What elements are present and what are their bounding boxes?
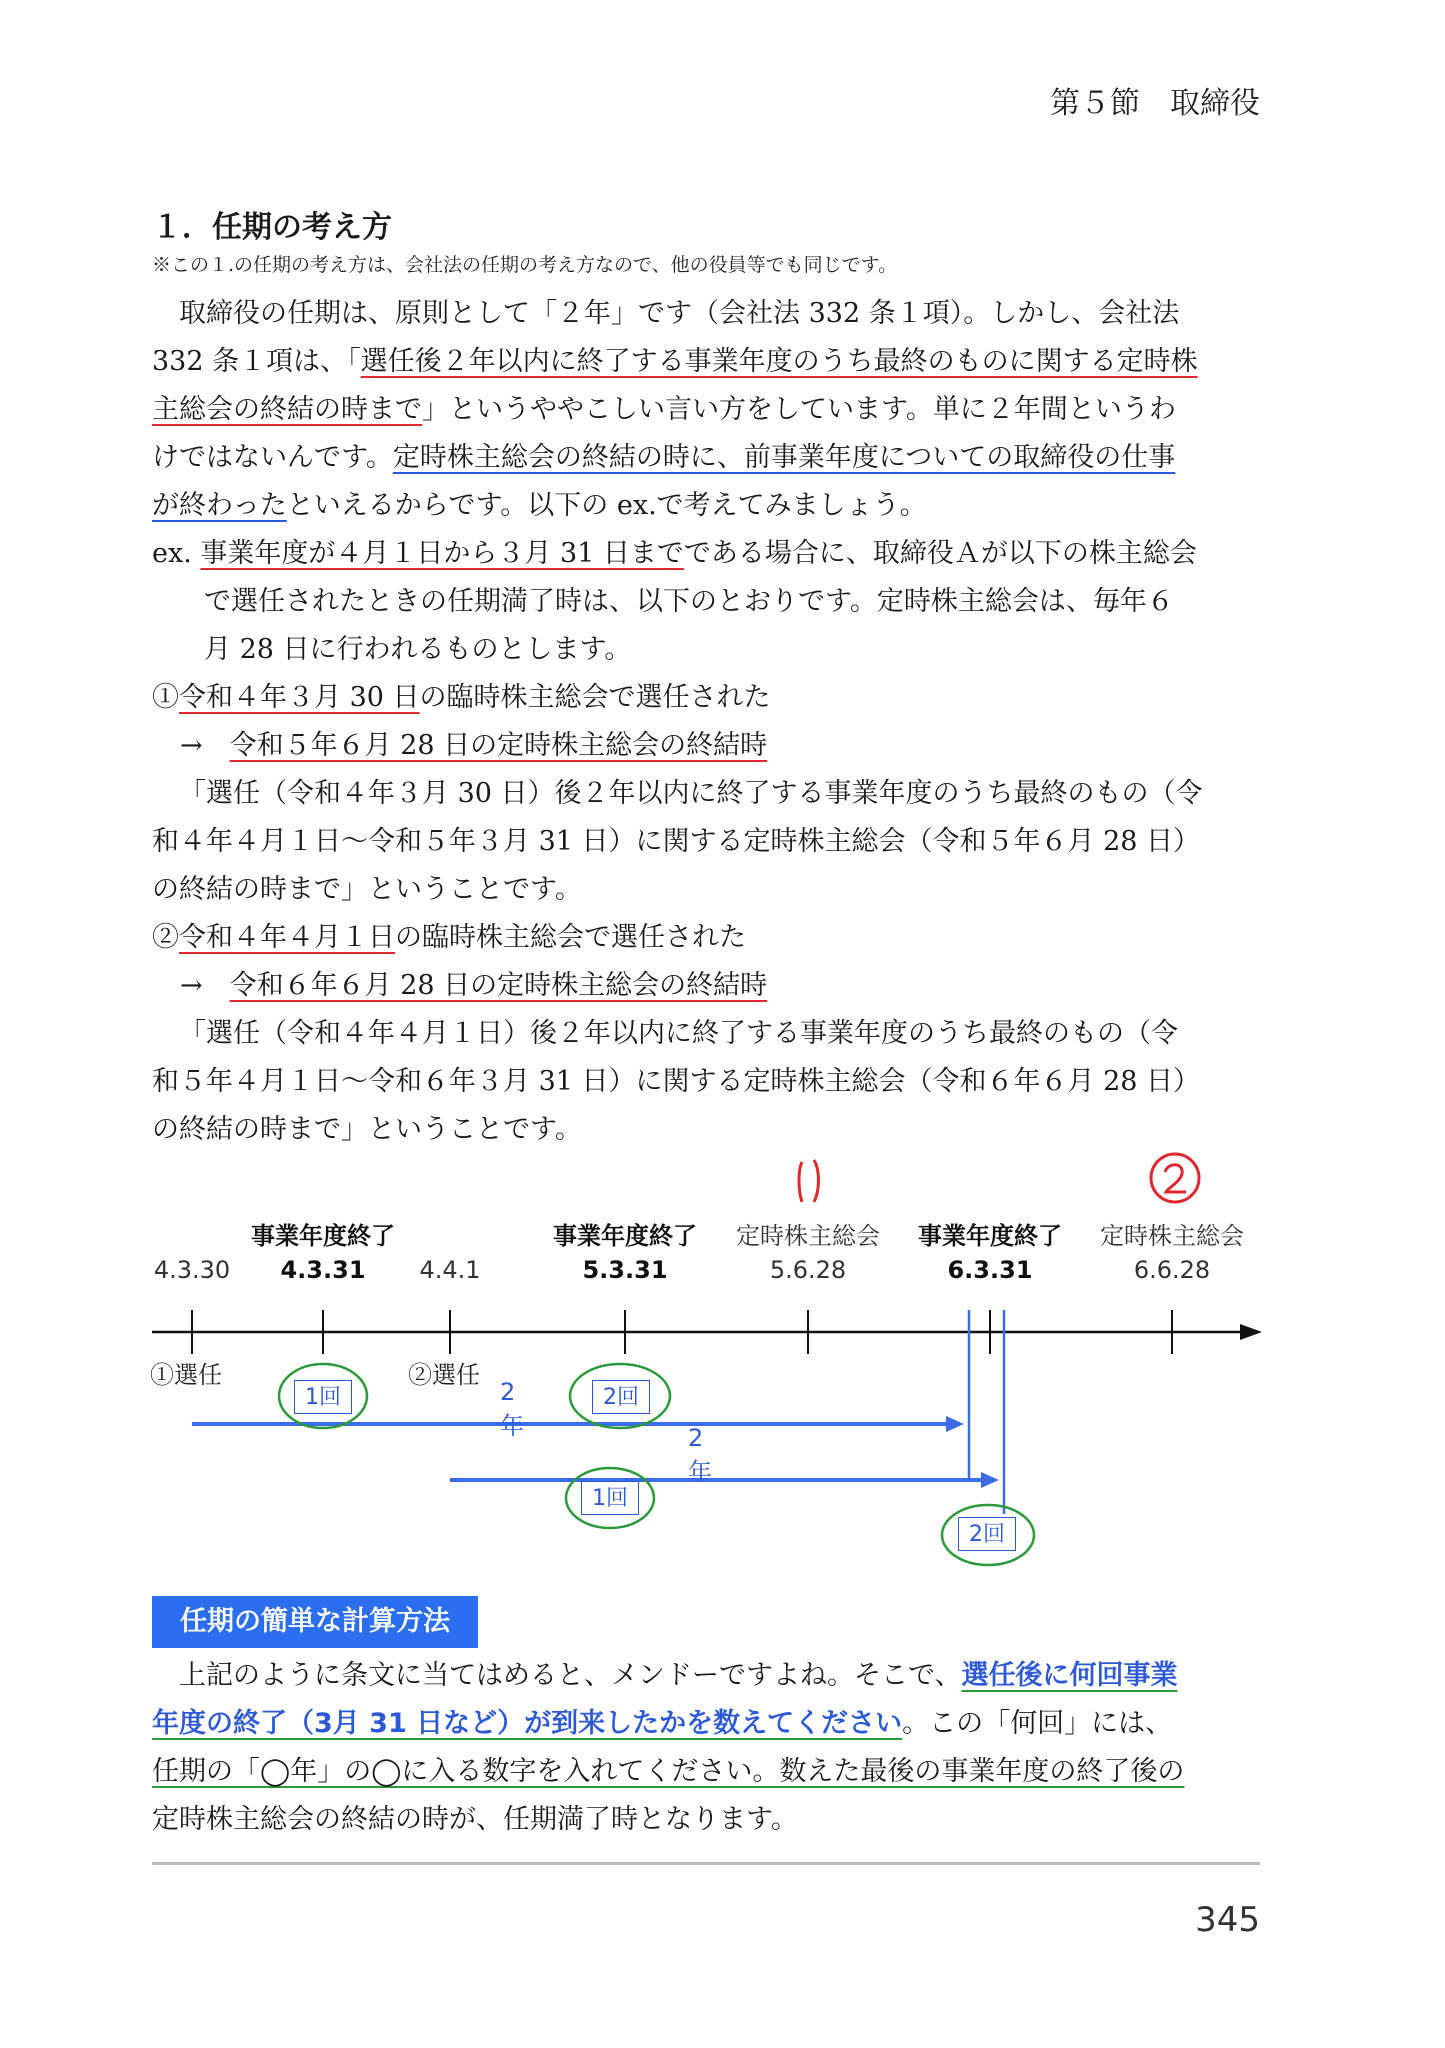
handwritten-two-icon — [1140, 1148, 1210, 1210]
case-2-explain-2: 和５年４月１日～令和６年３月 31 日）に関する定時株主総会（令和６年６月 28 日） — [152, 1066, 1201, 1097]
highlight-red: 令和６年６月 28 日の定時株主総会の終結時 — [229, 970, 768, 1001]
date-label: 4.3.31 — [280, 1256, 366, 1284]
ex-text: である場合に、取締役Ａが以下の株主総会 — [683, 538, 1197, 569]
example-line-3: 月 28 日に行われるものとします。 — [204, 634, 632, 665]
case-2-result — [152, 962, 1262, 1010]
case-1-explain-3: の終結の時まで」ということです。 — [152, 874, 582, 905]
fiscal-end-count: 2回 — [592, 1380, 650, 1414]
selection-label-2: ②選任 — [408, 1361, 480, 1389]
simple-line-3 — [152, 1748, 1262, 1796]
case-1-explain-1: 「選任（令和４年３月 30 日）後２年以内に終了する事業年度のうち最終のもの（令 — [179, 778, 1203, 809]
footer-divider — [152, 1862, 1260, 1865]
case-1-head — [152, 674, 1262, 722]
case-1-marker: ① — [152, 682, 179, 713]
fiscal-end-label: 事業年度終了 — [918, 1222, 1062, 1250]
simple-text: 上記のように条文に当てはめると、メンドーですよね。そこで、 — [179, 1660, 962, 1691]
highlight-blue: が終わった — [152, 490, 287, 521]
highlight-red: 令和４年３月 30 日 — [179, 682, 420, 713]
intro-text: けではないんです。 — [152, 442, 393, 473]
case-1-text: の臨時株主総会で選任された — [419, 682, 771, 713]
date-label: 6.3.31 — [947, 1256, 1033, 1284]
hand-label-2 — [140, 1150, 141, 1151]
case-1 — [152, 674, 1262, 914]
term-years-label: 2年 — [688, 1424, 712, 1486]
highlight-red: 令和４年４月１日 — [179, 922, 395, 953]
highlight-blue-bold: 選任後に何回事業 — [961, 1660, 1178, 1691]
date-label: 4.4.1 — [419, 1256, 481, 1284]
highlight-red: 事業年度が４月１日から３月 31 日まで — [200, 538, 684, 569]
agm-label: 定時株主総会 — [1100, 1222, 1244, 1250]
highlight-red: 選任後２年以内に終了する事業年度のうち最終のものに関する定時株 — [360, 346, 1198, 377]
fiscal-end-count: 2回 — [958, 1517, 1016, 1551]
note-text: ※この１.の任期の考え方は、会社法の任期の考え方なので、他の役員等でも同じです。 — [152, 254, 898, 276]
case-1-result — [152, 722, 1262, 770]
handwritten-one-icon — [780, 1150, 840, 1210]
count-circle — [938, 1500, 1038, 1570]
page-number: 345 — [1195, 1900, 1260, 1940]
highlight-blue-bold: 年度の終了（3月 31 日など）が到来したかを数えてください — [152, 1708, 903, 1739]
fiscal-end-label: 事業年度終了 — [251, 1222, 395, 1250]
fiscal-end-count: 1回 — [581, 1481, 639, 1515]
chapter-header: 第５節 取締役 — [1050, 86, 1260, 121]
intro-text: 」というややこしい言い方をしています。単に２年間というわ — [422, 394, 1176, 425]
case-2-text: の臨時株主総会で選任された — [395, 922, 746, 953]
date-label: 6.6.28 — [1133, 1256, 1211, 1284]
section-note — [152, 250, 897, 277]
intro-line-5 — [152, 482, 1262, 530]
fiscal-end-label: 事業年度終了 — [553, 1222, 697, 1250]
simple-method-paragraph — [152, 1652, 1262, 1844]
highlight-blue: 定時株主総会の終結の時に、前事業年度についての取締役の仕事 — [392, 442, 1176, 473]
date-label: 5.6.28 — [769, 1256, 847, 1284]
simple-line-4: 定時株主総会の終結の時が、任期満了時となります。 — [152, 1804, 798, 1835]
selection-label-1: ①選任 — [150, 1361, 222, 1389]
case-2-head — [152, 914, 1262, 962]
example-paragraph — [152, 530, 1262, 674]
case-2 — [152, 914, 1262, 1154]
example-line-2: で選任されたときの任期満了時は、以下のとおりです。定時株主総会は、毎年６ — [204, 586, 1174, 617]
intro-text: 332 条１項は、「 — [152, 346, 361, 377]
intro-line-4 — [152, 434, 1262, 482]
date-label: 4.3.30 — [153, 1256, 231, 1284]
simple-text: 。この「何回」には、 — [902, 1708, 1173, 1739]
intro-line-1: 取締役の任期は、原則として「２年」です（会社法 332 条１項）。しかし、会社法 — [179, 298, 1180, 329]
section-title: １．任期の考え方 — [152, 210, 392, 245]
example-line-1 — [152, 530, 1262, 578]
highlight-red: 主総会の終結の時まで — [152, 394, 422, 425]
case-2-explain-1: 「選任（令和４年４月１日）後２年以内に終了する事業年度のうち最終のもの（令 — [179, 1018, 1178, 1049]
fiscal-end-count: 1回 — [294, 1380, 352, 1414]
callout-title: 任期の簡単な計算方法 — [152, 1596, 478, 1648]
intro-paragraph — [152, 290, 1262, 530]
ex-label: ex. — [152, 538, 201, 569]
agm-label: 定時株主総会 — [736, 1222, 880, 1250]
simple-line-1 — [152, 1652, 1262, 1700]
case-1-explain-2: 和４年４月１日～令和５年３月 31 日）に関する定時株主総会（令和５年６月 28 日） — [152, 826, 1201, 857]
highlight-green: 任期の「◯年」の◯に入る数字を入れてください。数えた最後の事業年度の終了後の — [152, 1756, 1185, 1787]
case-2-explain-3: の終結の時まで」ということです。 — [152, 1114, 582, 1145]
date-label: 5.3.31 — [582, 1256, 668, 1284]
simple-line-2 — [152, 1700, 1262, 1748]
intro-line-3 — [152, 386, 1262, 434]
term-years-label: 2年 — [500, 1378, 524, 1440]
highlight-red: 令和５年６月 28 日の定時株主総会の終結時 — [229, 730, 768, 761]
arrow-icon: → — [180, 970, 203, 1001]
intro-line-2 — [152, 338, 1262, 386]
arrow-icon: → — [180, 730, 203, 761]
intro-text: といえるからです。以下の ex.で考えてみましょう。 — [286, 490, 927, 521]
case-2-marker: ② — [152, 922, 179, 953]
